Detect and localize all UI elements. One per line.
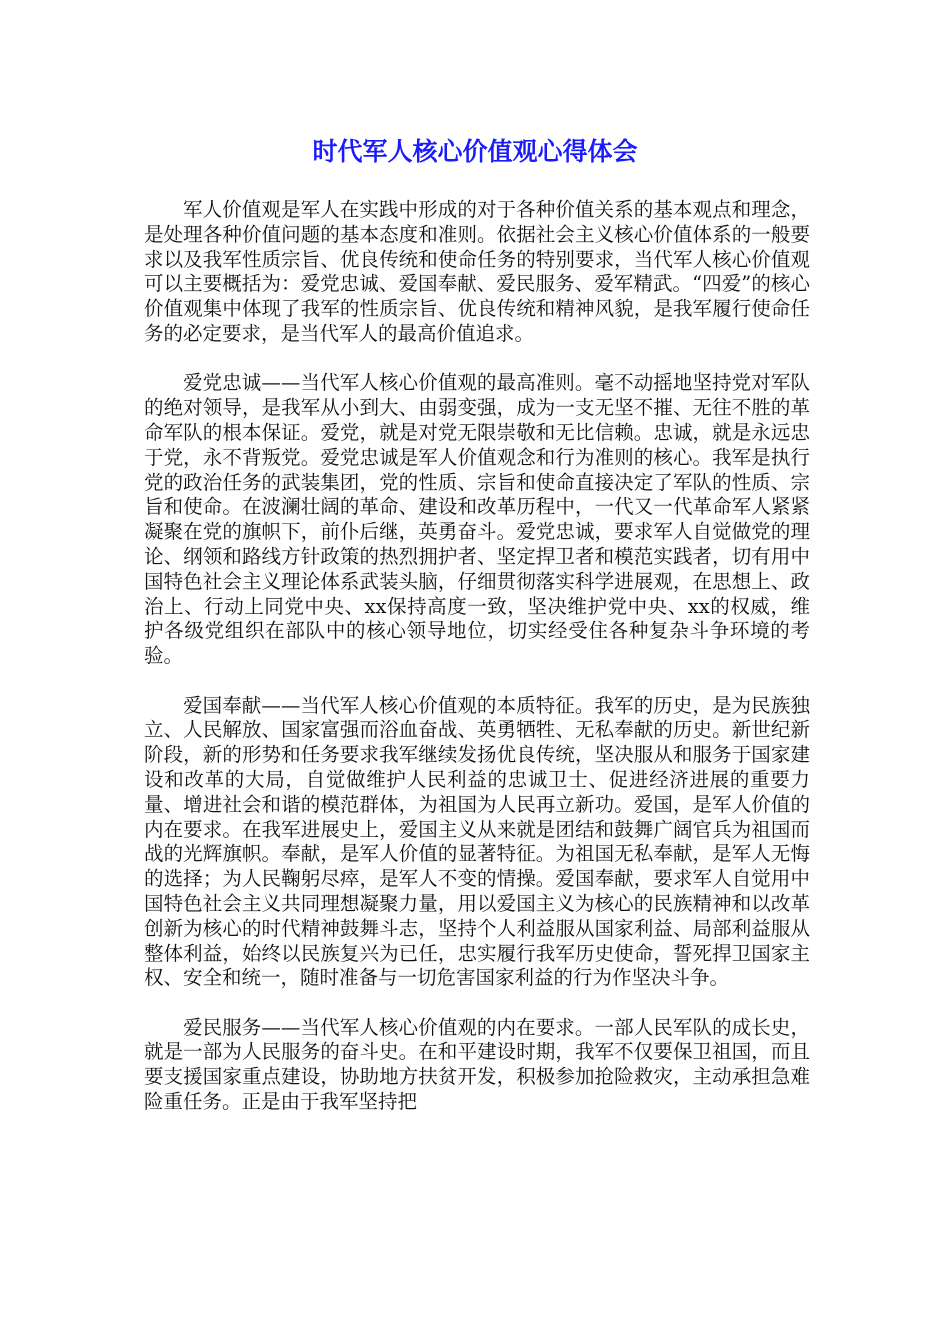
paragraph-love-country: 爱国奉献——当代军人核心价值观的本质特征。我军的历史，是为民族独立、人民解放、国家富强而浴血奋战、英勇牺牲、无私奉献的历史。新世纪新阶段，新的形势和任务要求我军继续发扬优良传统，坚决服从和服务于国家建设和改革的大局，自觉做维护人民利益的忠诚卫士、促进经济进展的重要力量、增进社会和谐的模范群体，为祖国为人民再立新功。爱国，是军人价值的内在要求。在我军进展史上，爱国主义从来就是团结和鼓舞广阔官兵为祖国而战的光辉旗帜。奉献，是军人价值的显著特征。为祖国无私奉献，是军人无悔的选择；为人民鞠躬尽瘁，是军人不变的情操。爱国奉献，要求军人自觉用中国特色社会主义共同理想凝聚力量，用以爱国主义为核心的民族精神和以改革创新为核心的时代精神鼓舞斗志，坚持个人利益服从国家利益、局部利益服从整体利益，始终以民族复兴为已任，忠实履行我军历史使命，誓死捍卫国家主权、安全和统一，随时准备与一切危害国家利益的行为作坚决斗争。 [144,693,810,990]
paragraph-intro: 军人价值观是军人在实践中形成的对于各种价值关系的基本观点和理念，是处理各种价值问题的基本态度和准则。依据社会主义核心价值体系的一般要求以及我军性质宗旨、优良传统和使命任务的特别要求，当代军人核心价值观可以主要概括为：爱党忠诚、爱国奉献、爱民服务、爱军精武。“四爱”的核心价值观集中体现了我军的性质宗旨、优良传统和精神风貌，是我军履行使命任务的必定要求，是当代军人的最高价值追求。 [144,198,810,345]
document-body [144,198,810,1139]
paragraph-love-people: 爱民服务——当代军人核心价值观的内在要求。一部人民军队的成长史，就是一部为人民服务的奋斗史。在和平建设时期，我军不仅要保卫祖国，而且要支援国家重点建设，协助地方扶贫开发，积极参加抢险救灾，主动承担急难险重任务。正是由于我军坚持把 [144,1015,810,1114]
document-title: 时代军人核心价值观心得体会 [312,137,638,166]
paragraph-love-party: 爱党忠诚——当代军人核心价值观的最高准则。毫不动摇地坚持党对军队的绝对领导，是我军从小到大、由弱变强，成为一支无坚不摧、无往不胜的革命军队的根本保证。爱党，就是对党无限崇敬和无比信赖。忠诚，就是永远忠于党，永不背叛党。爱党忠诚是军人价值观念和行为准则的核心。我军是执行党的政治任务的武装集团，党的性质、宗旨和使命直接决定了军队的性质、宗旨和使命。在波澜壮阔的革命、建设和改革历程中，一代又一代革命军人紧紧凝聚在党的旗帜下，前仆后继，英勇奋斗。爱党忠诚，要求军人自觉做党的理论、纲领和路线方针政策的热烈拥护者、坚定捍卫者和模范实践者，切有用中国特色社会主义理论体系武装头脑，仔细贯彻落实科学进展观，在思想上、政治上、行动上同党中央、xx保持高度一致，坚决维护党中央、xx的权威，维护各级党组织在部队中的核心领导地位，切实经受住各种复杂斗争环境的考验。 [144,371,810,668]
